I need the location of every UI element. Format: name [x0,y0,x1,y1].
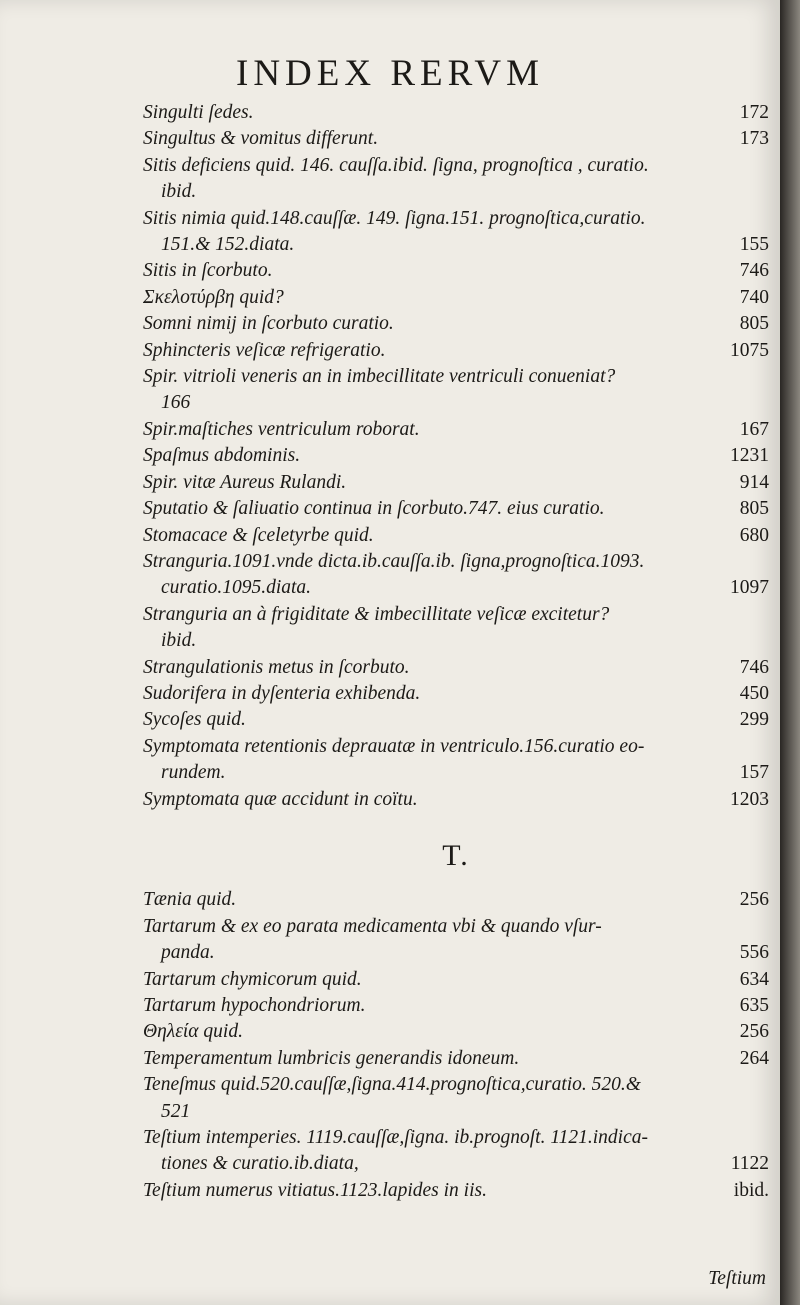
entry-page-number: 740 [739,286,769,308]
entry-text: Spir. vitæ Aureus Rulandi. [143,471,347,493]
entry-page-number: 450 [739,682,769,704]
entry-continuation: ibid. [161,630,197,652]
entry-continuation: curatio.1095.diata. [161,577,312,599]
entry-text: Σκελοτύρβη quid? [143,286,284,308]
entry-page-number: 805 [739,313,769,335]
entry-continuation: 166 [161,392,191,414]
index-entry [143,887,769,913]
index-entry [143,126,769,152]
index-entry [143,993,769,1019]
running-head: INDEX RERVM [236,53,544,94]
index-entry [143,311,769,337]
entry-page-number: 680 [739,524,769,546]
index-entry [143,549,769,602]
entry-text: Stranguria an à frigiditate & imbecillitate veſicæ excitetur? [143,603,610,625]
section-t-list [143,887,769,1204]
index-entry [143,417,769,443]
entry-continuation: tiones & curatio.ib.diata, [161,1153,359,1175]
entry-page-number: 746 [739,260,769,282]
entry-text: Sitis deficiens quid. 146. cauſſa.ibid. ſigna, prognoſtica , curatio. [143,154,649,176]
index-entry [143,285,769,311]
index-entry [143,967,769,993]
entry-text: Tænia quid. [143,889,237,911]
index-entry [143,364,769,417]
entry-continuation: rundem. [161,762,226,784]
index-entry [143,914,769,967]
entry-page-number: 264 [739,1047,769,1069]
index-entry [143,1072,769,1125]
index-entry [143,1125,769,1178]
entry-page-number: 805 [739,498,769,520]
index-entries [143,100,769,1204]
entry-page-number: 1075 [730,339,769,361]
entry-continuation: ibid. [161,181,197,203]
index-entry [143,707,769,733]
index-entry [143,443,769,469]
index-entry [143,602,769,655]
entry-text: Teſtium numerus vitiatus.1123.lapides in iis. [143,1179,487,1201]
entry-text: Symptomata retentionis deprauatæ in ventriculo.156.curatio eo- [143,735,645,757]
entry-text: Tartarum chymicorum quid. [143,968,362,990]
entry-text: Spir.maſtiches ventriculum roborat. [143,418,420,440]
entry-page-number: 1122 [730,1153,769,1175]
entry-text: Teneſmus quid.520.cauſſæ,ſigna.414.prognoſtica,curatio. 520.& [143,1074,641,1096]
entry-page-number: 1203 [730,788,769,810]
entry-page-number: 914 [739,471,769,493]
section-letter-heading: T. [442,838,470,872]
index-entry [143,1178,769,1204]
entry-page-number: 167 [739,418,769,440]
entry-text: Symptomata quæ accidunt in coïtu. [143,788,418,810]
entry-page-number: 1097 [730,577,769,599]
entry-page-number: ibid. [733,1179,769,1201]
entry-text: Sitis in ſcorbuto. [143,260,273,282]
entry-page-number: 746 [739,656,769,678]
index-entry [143,1019,769,1045]
entry-page-number: 299 [739,709,769,731]
index-entry [143,338,769,364]
entry-page-number: 634 [739,968,769,990]
entry-page-number: 1231 [730,445,769,467]
index-entry [143,787,769,813]
entry-text: Tartarum & ex eo parata medicamenta vbi & quando vſur- [143,915,602,937]
entry-text: Sitis nimia quid.148.cauſſæ. 149. ſigna.151. prognoſtica,curatio. [143,207,646,229]
entry-text: Temperamentum lumbricis generandis idoneum. [143,1047,520,1069]
section-s-list [143,100,769,813]
catchword: Teſtium [708,1268,766,1289]
entry-page-number: 556 [739,942,769,964]
entry-text: Θηλεία quid. [143,1021,243,1043]
entry-page-number: 173 [739,128,769,150]
entry-text: Strangulationis metus in ſcorbuto. [143,656,410,678]
entry-text: Teſtium intemperies. 1119.cauſſæ,ſigna. ib.prognoſt. 1121.indica- [143,1127,648,1149]
entry-page-number: 172 [739,102,769,123]
entry-page-number: 155 [739,234,769,256]
entry-page-number: 157 [739,762,769,784]
entry-text: Spir. vitrioli veneris an in imbecillitate ventriculi conueniat? [143,366,616,388]
index-entry [143,681,769,707]
entry-text: Singulti ſedes. [143,102,254,123]
entry-page-number: 635 [739,995,769,1016]
entry-text: Sycoſes quid. [143,709,246,731]
entry-text: Sphincteris veſicæ refrigeratio. [143,339,386,361]
entry-page-number: 256 [739,1021,769,1043]
index-entry [143,206,769,259]
index-entry [143,655,769,681]
index-entry [143,100,769,126]
entry-text: Spaſmus abdominis. [143,445,301,467]
entry-text: Singultus & vomitus differunt. [143,128,379,150]
index-entry [143,496,769,522]
index-entry [143,153,769,206]
entry-continuation: 151.& 152.diata. [161,234,295,256]
entry-text: Somni nimij in ſcorbuto curatio. [143,313,394,335]
entry-page-number: 256 [739,889,769,911]
entry-text: Sudorifera in dyſenteria exhibenda. [143,682,421,704]
index-entry [143,734,769,787]
entry-continuation: panda. [161,942,215,964]
index-entry [143,470,769,496]
index-entry [143,258,769,284]
entry-text: Stomacace & ſceletyrbe quid. [143,524,374,546]
index-entry [143,1046,769,1072]
entry-text: Tartarum hypochondriorum. [143,995,366,1016]
index-entry [143,523,769,549]
entry-text: Sputatio & ſaliuatio continua in ſcorbuto.747. eius curatio. [143,498,605,520]
entry-text: Stranguria.1091.vnde dicta.ib.cauſſa.ib. ſigna,prognoſtica.1093. [143,550,645,572]
entry-continuation: 521 [161,1100,191,1122]
